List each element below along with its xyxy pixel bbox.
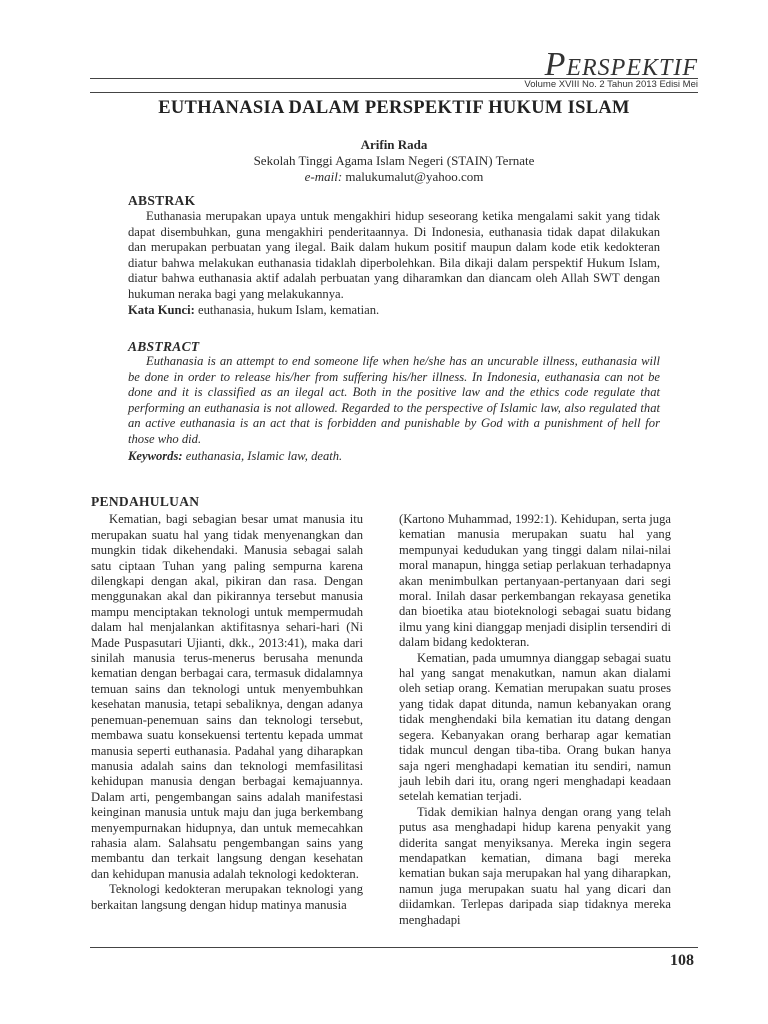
- volume-rule: [90, 92, 698, 93]
- keywords-label: Keywords:: [128, 448, 183, 463]
- volume-info: Volume XVIII No. 2 Tahun 2013 Edisi Mei: [524, 79, 698, 90]
- abstrak-text: Euthanasia merupakan upaya untuk mengakhiri hidup seseorang ketika mengalami sakit yang tidak dapat disembuhkan, guna mengakhiri penderitaannya. Di Indonesia, euthanasia tidak dapat dilakukan dan merupakan perbuatan yang ilegal. Baik dalam hukum positif maupun dalam kode etik kedokteran diatur bahwa melakukan euthanasia tidaklah diperbolehkan. Bila dikaji dalam perspektif Hukum Islam, diatur bahwa euthanasia aktif adalah perbuatan yang diharamkan dan diancam oleh Allah SWT dengan hukuman neraka bagi yang melakukannya.: [128, 209, 660, 301]
- kata-kunci: [128, 303, 660, 319]
- journal-name-initial: P: [544, 46, 567, 83]
- paragraph: Teknologi kedokteran merupakan teknologi yang berkaitan langsung dengan hidup matinya manusia: [91, 882, 363, 912]
- keywords: [128, 449, 660, 465]
- author-block: [90, 137, 698, 185]
- body-column-right: [399, 512, 671, 928]
- email-label: e-mail:: [304, 169, 343, 184]
- author-email: [90, 169, 698, 185]
- page-number: 108: [670, 952, 694, 969]
- journal-name-rest: ERSPEKTIF: [566, 55, 698, 81]
- keywords-values: euthanasia, Islamic law, death.: [182, 448, 343, 463]
- email-address: malukumalut@yahoo.com: [342, 169, 484, 184]
- paragraph: Kematian, bagi sebagian besar umat manusia itu merupakan suatu hal yang tidak menyenangkan dan mungkin tidak dikehendaki. Manusia sebagai salah satu ciptaan Tuhan yang paling sempurna karena dilengkapi dengan akal, pikiran dan rasa. Dengan menggunakan akal dan pikirannya tersebut manusia mampu menciptakan teknologi untuk mempermudah dalam hal menjalankan aktifitasnya sehari-hari (Ni Made Puspasutari Ujianti, dkk., 2013:41), maka dari sinilah manusia terus-menerus berusaha menunda kematian dengan berbagai cara, termasuk didalamnya temuan sains dan teknologi untuk menyembuhkan kesehatan manusia, tetapi sebaliknya, dengan adanya penemuan-penemuan sains dan teknologi tersebut, membawa suatu konsekuensi tertentu kepada ummat manusia seperti euthanasia. Padahal yang diharapkan manusia adalah sains dan teknologi memfasilitasi kehidupan manusia dengan berbagai kemajuannya. Dalam arti, pengembangan sains adalah manifestasi keinginan manusia untuk maju dan juga berkembang menyempurnakan hidupnya, dan untuk memecahkan rahasia alam. Salahsatu pengembangan sains yang membantu dan terkait langsung dengan kesehatan dan kehidupan manusia adalah teknologi kedokteran.: [91, 512, 363, 881]
- paragraph: (Kartono Muhammad, 1992:1). Kehidupan, serta juga kematian manusia merupakan suatu hal yang mempunyai kedudukan yang tinggi dalam nilai-nilai moral manapun, hingga setiap perlakuan terhadapnya akan menimbulkan pertanyaan-pertanyaan dari segi moral. Inilah dasar perkembangan rekayasa genetika dan bioetika atau bioteknologi sebagai suatu bidang ilmu yang kini dianggap menjadi disiplin tersendiri di dalam bidang kedokteran.: [399, 512, 671, 650]
- abstrak-heading: ABSTRAK: [128, 193, 196, 208]
- author-affiliation: Sekolah Tinggi Agama Islam Negeri (STAIN) Ternate: [253, 153, 535, 168]
- kata-kunci-label: Kata Kunci:: [128, 303, 195, 317]
- paper-title: EUTHANASIA DALAM PERSPEKTIF HUKUM ISLAM: [158, 98, 630, 118]
- author-name: Arifin Rada: [360, 137, 428, 152]
- kata-kunci-values: euthanasia, hukum Islam, kematian.: [194, 303, 380, 317]
- body-column-left: [91, 494, 363, 913]
- footer-rule: [90, 947, 698, 948]
- paragraph: Tidak demikian halnya dengan orang yang telah putus asa menghadapi hidup karena penyakit yang diderita sangat menyiksanya. Mereka ingin segera mendapatkan kematian, dimana bagi mereka kematian bukan saja merupakan hal yang diharapkan, namun juga merupakan suatu hal yang dicari dan diidamkan. Terlepas daripada siap tidaknya mereka menghadapi: [399, 804, 671, 927]
- section-heading: PENDAHULUAN: [91, 494, 200, 509]
- abstract-heading: ABSTRACT: [128, 339, 200, 354]
- abstrak-section: [128, 209, 660, 319]
- paragraph: Kematian, pada umumnya dianggap sebagai suatu hal yang sangat menakutkan, namun akan dialami oleh setiap orang. Kematian merupakan suatu proses yang tidak dapat ditunda, namun kebanyakan orang tidak menghendaki bila kematian itu datang dengan segera. Kebanyakan orang berharap agar kematian tidak muncul dengan tiba-tiba. Orang bukan hanya saja ngeri menghadapi kematian itu sendiri, namun jauh lebih dari itu, orang ngeri menghadapi keadaan setelah kematian terjadi.: [399, 650, 671, 804]
- abstract-section: [128, 354, 660, 464]
- abstract-text: Euthanasia is an attempt to end someone life when he/she has an uncurable illness, euthanasia will be done in order to release his/her from suffering his/her illness. In Indonesia, euthanasia can not be done and it is classified as an ilegal act. Both in the positive law and the ethics code regulate that performing an euthanasia is not allowed. Regarded to the perspective of Islamic law, also regulated that an active euthanasia is an act that is forbidden and punishable by God with a punishment of hell for those who did.: [128, 354, 660, 446]
